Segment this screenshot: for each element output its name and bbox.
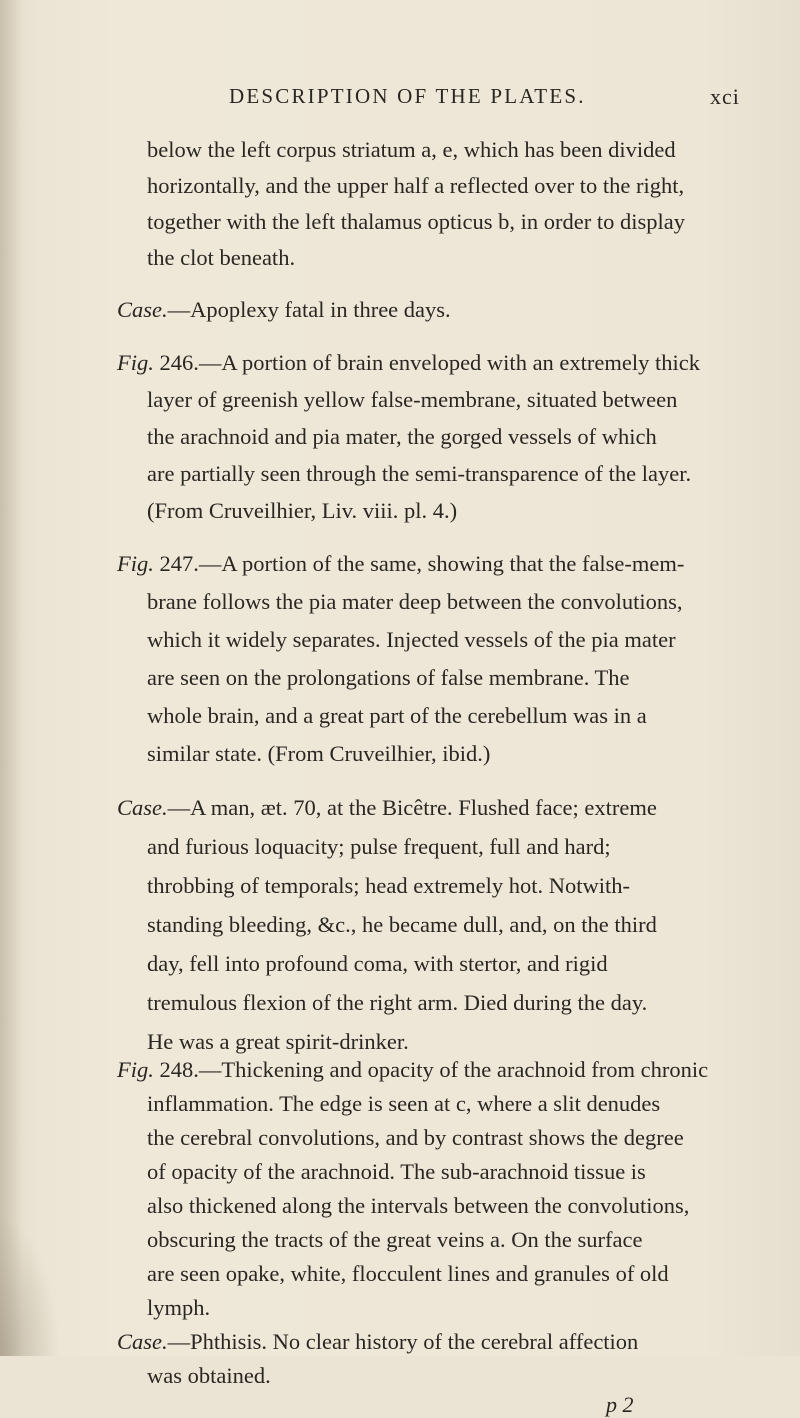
text-line: obscuring the tracts of the great veins a. On the surface (147, 1227, 643, 1252)
page-number: xci (710, 84, 740, 109)
figure-caption-line: Fig. 247.—A portion of the same, showing that the false-mem- (117, 551, 685, 576)
text-line: also thickened along the intervals between the convolutions, (147, 1193, 690, 1218)
text-line: whole brain, and a great part of the cerebellum was in a (147, 703, 647, 728)
text-line: are seen opake, white, flocculent lines and granules of old (147, 1261, 669, 1286)
text-line: below the left corpus striatum a, e, which has been divided (147, 137, 676, 162)
text-line: are seen on the prolongations of false membrane. The (147, 665, 630, 690)
text-line: and furious loquacity; pulse frequent, full and hard; (147, 834, 611, 859)
text-line: the arachnoid and pia mater, the gorged vessels of which (147, 424, 657, 449)
case-heading: Case.—A man, æt. 70, at the Bicêtre. Flushed face; extreme (117, 795, 657, 820)
text-line: throbbing of temporals; head extremely hot. Notwith- (147, 873, 631, 898)
page-corner-shadow (0, 1216, 60, 1356)
text-line: tremulous flexion of the right arm. Died during the day. (147, 990, 648, 1015)
text-line: (From Cruveilhier, Liv. viii. pl. 4.) (147, 498, 458, 523)
text-line: inflammation. The edge is seen at c, where a slit denudes (147, 1091, 661, 1116)
signature-mark: p 2 (606, 1392, 634, 1417)
text-line: He was a great spirit-drinker. (147, 1029, 409, 1054)
case-heading: Case.—Apoplexy fatal in three days. (117, 297, 451, 322)
text-line: brane follows the pia mater deep between the convolutions, (147, 589, 683, 614)
text-line: horizontally, and the upper half a reflected over to the right, (147, 173, 685, 198)
text-line: standing bleeding, &c., he became dull, and, on the third (147, 912, 657, 937)
page-header (0, 84, 800, 114)
text-line: layer of greenish yellow false-membrane, situated between (147, 387, 678, 412)
text-line: lymph. (147, 1295, 211, 1320)
text-line: similar state. (From Cruveilhier, ibid.) (147, 741, 491, 766)
text-line: the clot beneath. (147, 245, 296, 270)
text-line: which it widely separates. Injected vessels of the pia mater (147, 627, 676, 652)
text-line: the cerebral convolutions, and by contrast shows the degree (147, 1125, 684, 1150)
text-line: of opacity of the arachnoid. The sub-arachnoid tissue is (147, 1159, 646, 1184)
text-line: together with the left thalamus opticus b, in order to display (147, 209, 686, 234)
figure-caption-line: Fig. 246.—A portion of brain enveloped with an extremely thick (117, 350, 700, 375)
text-line: day, fell into profound coma, with stertor, and rigid (147, 951, 608, 976)
page-gutter-shadow (0, 0, 22, 1356)
text-line: are partially seen through the semi-transparence of the layer. (147, 461, 692, 486)
running-title: DESCRIPTION OF THE PLATES. (229, 84, 586, 108)
figure-caption-line: Fig. 248.—Thickening and opacity of the arachnoid from chronic (117, 1057, 709, 1082)
text-line: was obtained. (147, 1363, 271, 1388)
case-heading: Case.—Phthisis. No clear history of the cerebral affection (117, 1329, 639, 1354)
